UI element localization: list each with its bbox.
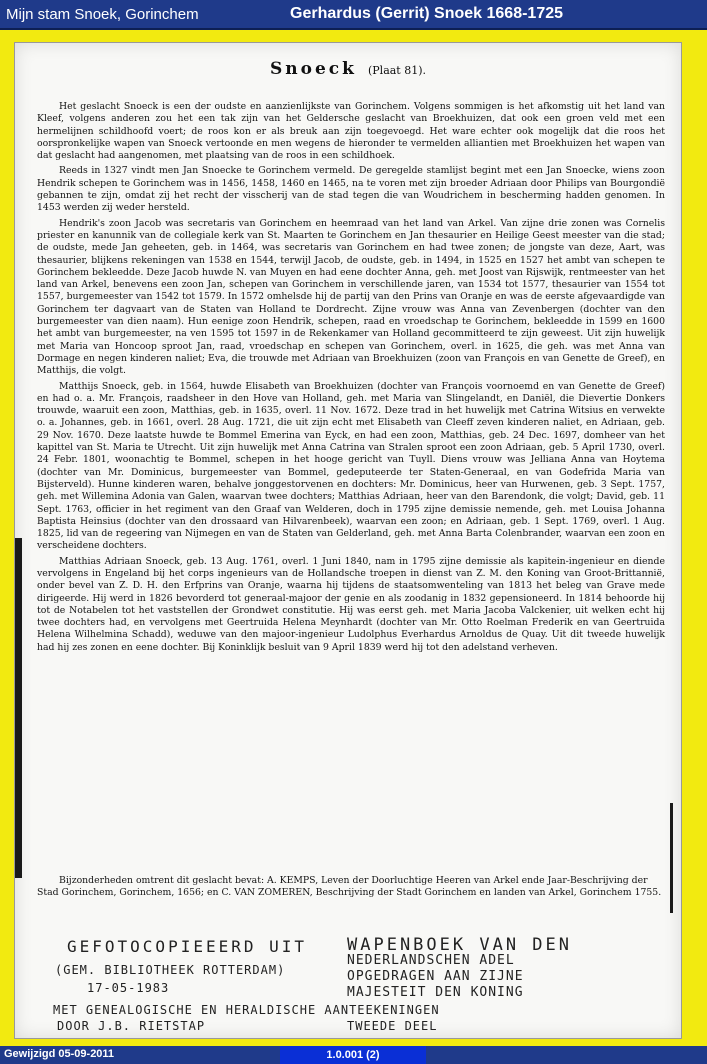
stamp-line: 17-05-1983	[87, 981, 170, 995]
paragraph-early-lineage: Reeds in 1327 vindt men Jan Snoecke te Gorinchem vermeld. De geregelde stamlijst begint met een Jan Snoecke, wiens zoon Hendrik schepen te Gorinchem was in 1456, 1458, 1460 en 1465, na te voren met zijn broeder Adriaan door Philips van Bourgondië gebannen te zijn, omdat zij het recht der visscherij van de stad tegen die van Woudrichem in bescherming hadden genomen. In 1453 werden zij weder hersteld.	[37, 165, 665, 214]
scan-shadow-left	[15, 538, 22, 878]
stamp-line: MET GENEALOGISCHE EN HERALDISCHE AANTEEKENINGEN	[53, 1003, 440, 1017]
stamp-line: TWEEDE DEEL	[347, 1019, 438, 1033]
site-title: Mijn stam Snoek, Gorinchem	[6, 6, 199, 23]
stamp-line: MAJESTEIT DEN KONING	[347, 985, 524, 1000]
stamp-line: OPGEDRAGEN AAN ZIJNE	[347, 969, 524, 984]
title-bar	[0, 0, 707, 30]
family-name: Snoeck	[269, 59, 357, 79]
paragraph-matthias-adriaan: Matthias Adriaan Snoeck, geb. 13 Aug. 1761, overl. 1 Juni 1840, nam in 1795 zijne demissie als kapitein-ingenieur en diende vervolgens in Engeland bij het corps ingenieurs van de Hollandsche troepen in dienst van Z. M. den Koning van Groot-Brittannië, onder bevel van Z. D. H. den Erfprins van Oranje, waarna hij tijdens de staatsomwenteling van 1813 het beleg van Grave mede dirigeerde. Hij werd in 1826 bevorderd tot generaal-majoor der genie en als zoodanig in 1832 gepensioneerd. In 1814 behoorde hij tot de Notabelen tot het vaststellen der Grondwet constitutie. Hij was eerst geh. met Maria Jacoba Valckenier, uit welken echt hij twee dochters had, en vervolgens met Geertruida Helena Meynhardt (dochter van Mr. Otto Roelman Frederik en van Geertruida Helena Wilhelmina Schadd), weduwe van den majoor-ingenieur Ludolphus Everhardus Arnoldus de Quay. Uit dit tweede huwelijk had hij zes zonen en eene dochter. Bij Koninklijk besluit van 9 April 1839 werd hij tot den adelstand verheven.	[37, 555, 665, 653]
sources-text: Bijzonderheden omtrent dit geslacht bevat: A. KEMPS, Leven der Doorluchtige Heeren van Arkel ende Jaar-Beschrijving der Stad Gorinchem, Gorinchem, 1656; en C. VAN ZOMEREN, Beschrijving der Stadt Gorinchem en landen van Arkel, Gorinchem 1755.	[37, 875, 662, 899]
document-body	[37, 101, 665, 657]
paragraph-hendrik: Hendrik's zoon Jacob was secretaris van Gorinchem en heemraad van het land van Arkel. Van zijne drie zonen was Cornelis priester en kanunnik van de collegiale kerk van St. Maarten te Gorinchem en Jan thesaurier en Heilige Geest meester van die stad; de oudste, mede Jan geheeten, geb. in 1464, was secretaris van Gorinchem en had twee zonen; de jongste van deze, Aart, was thesaurier, blijkens rekeningen van 1538 en 1544, terwijl Jacob, de oudste, geb. in 1494, in 1525 en 1527 het ambt van schepen te Gorinchem bekleedde. Deze Jacob huwde N. van Muyen en had eene dochter Anna, geh. met Joost van Rijswijk, rentmeester van het land van Arkel, benevens een zoon Jan, schepen van Gorinchem in verschillende jaren, van 1534 tot 1577, thesaurier van 1554 tot 1557, burgemeester van 1542 tot 1579. In 1572 omhelsde hij de partij van den Prins van Oranje en was de eerste afgevaardigde van Gorinchem ter dagvaart van de Staten van Holland te Dordrecht. Zijne vrouw was Anna van Zevenbergen (dochter van den burgemeester van dien naam). Hun eenige zoon Hendrik, schepen, raad en vroedschap te Gorinchem, bekleedde in 1599 en 1600 het ambt van burgemeester, na ven 1595 tot 1597 in de Rekenkamer van Holland gecommitteerd te zijn geweest. Uit zijn huwelijk met Maria van Honcoop sproot Jan, raad, vroedschap en schepen van Gorinchem, overl. in 1625, die geh. was met Anna van Dormage en negen kinderen naliet; Eva, die trouwde met Adriaan van Broekhuizen (zoon van François en van Genette de Greef), en Matthijs, die volgt.	[37, 217, 665, 377]
scanned-document	[14, 42, 682, 1039]
paragraph-origin: Het geslacht Snoeck is een der oudste en aanzienlijkste van Gorinchem. Volgens sommigen is het afkomstig uit het land van Kleef, volgens anderen zou het een tak zijn van het Geldersche geslacht van Broekhuizen, dat ook een groen veld met een hermelijnen schildhoofd voert; de roos kon er als breuk aan zijn toegevoegd. Het ware echter ook mogelijk dat die roos het oorspronkelijke wapen van Snoeck vertoonde en men wegens de hieronder te vermelden alliantien met Broekhuizen het wapen van dat geslacht had aangenomen, met plaatsing van de roos in een schildhoek.	[37, 101, 665, 162]
status-bar	[0, 1046, 707, 1064]
person-title: Gerhardus (Gerrit) Snoek 1668-1725	[290, 5, 564, 22]
stamp-line: WAPENBOEK VAN DEN	[347, 935, 572, 955]
paragraph-matthijs: Matthijs Snoeck, geb. in 1564, huwde Elisabeth van Broekhuizen (dochter van François voornoemd en van Genette de Greef) en had o. a. Mr. François, raadsheer in den Hove van Holland, geh. met Maria van Slingelandt, en Daniël, die Dievertie Donkers trouwde, waaruit een zoon, Matthias, geb. in 1635, overl. 11 Nov. 1672. Deze trad in het huwelijk met Catrina Witsius en verwekte o. a. Johannes, geb. in 1661, overl. 28 Aug. 1721, die uit zijn echt met Elisabeth van Cleeff zeven kinderen naliet, en Adriaan, geb. 29 Nov. 1670. Deze laatste huwde te Bommel Emerina van Eyck, en had een zoon, Matthias, geb. 24 Dec. 1697, domheer van het kapittel van St. Maria te Utrecht. Uit zijn huwelijk met Anna Catrina van Stralen sproot een zoon Adriaan, geb. 5 April 1730, overl. 24 Febr. 1801, woonachtig te Bommel, schepen in het hooge gericht van Tuyll. Diens vrouw was Jelliana Anna van Hoytema (dochter van Mr. Dominicus, burgemeester van Bommel, gedeputeerde ter Staten-Generaal, en van Godefrida Maria van Bijsterveld). Hunne kinderen waren, behalve jonggestorvenen en dochters: Mr. Dominicus, heer van Hurwenen, geb. 3 Sept. 1757, geh. met Willemina Adonia van Galen, waarvan twee dochters; Matthias Adriaan, heer van den Barendonk, die volgt; David, geb. 11 Sept. 1763, officier in het regiment van den Graaf van Welderen, doch in 1795 zijne demissie nemende, geh. met Louisa Johanna Baptista Heinsius (dochter van den drossaard van Hilvarenbeek), waarvan een zoon; en Adriaan, geb. 1 Sept. 1769, overl. 1 Aug. 1825, lid van de regeering van Nijmegen en van de Staten van Gelderland, geh. met Anna Barta Colenbrander, waarvan een zoon en verscheidene dochters.	[37, 380, 665, 552]
stamp-line: NEDERLANDSCHEN ADEL	[347, 953, 515, 968]
page-number-badge: 1.0.001 (2)	[280, 1046, 426, 1064]
photocopy-stamp	[27, 931, 667, 1033]
stamp-line: GEFOTOCOPIEEERD UIT	[67, 937, 308, 956]
modified-date: Gewijzigd 05-09-2011	[4, 1048, 115, 1060]
plate-number: (Plaat 81).	[367, 64, 427, 77]
document-sources	[37, 875, 665, 900]
stamp-line: DOOR J.B. RIETSTAP	[57, 1019, 206, 1033]
page-frame	[0, 30, 707, 1046]
scan-shadow-right	[670, 803, 673, 913]
stamp-line: (GEM. BIBLIOTHEEK ROTTERDAM)	[55, 963, 286, 977]
document-heading	[15, 59, 681, 79]
